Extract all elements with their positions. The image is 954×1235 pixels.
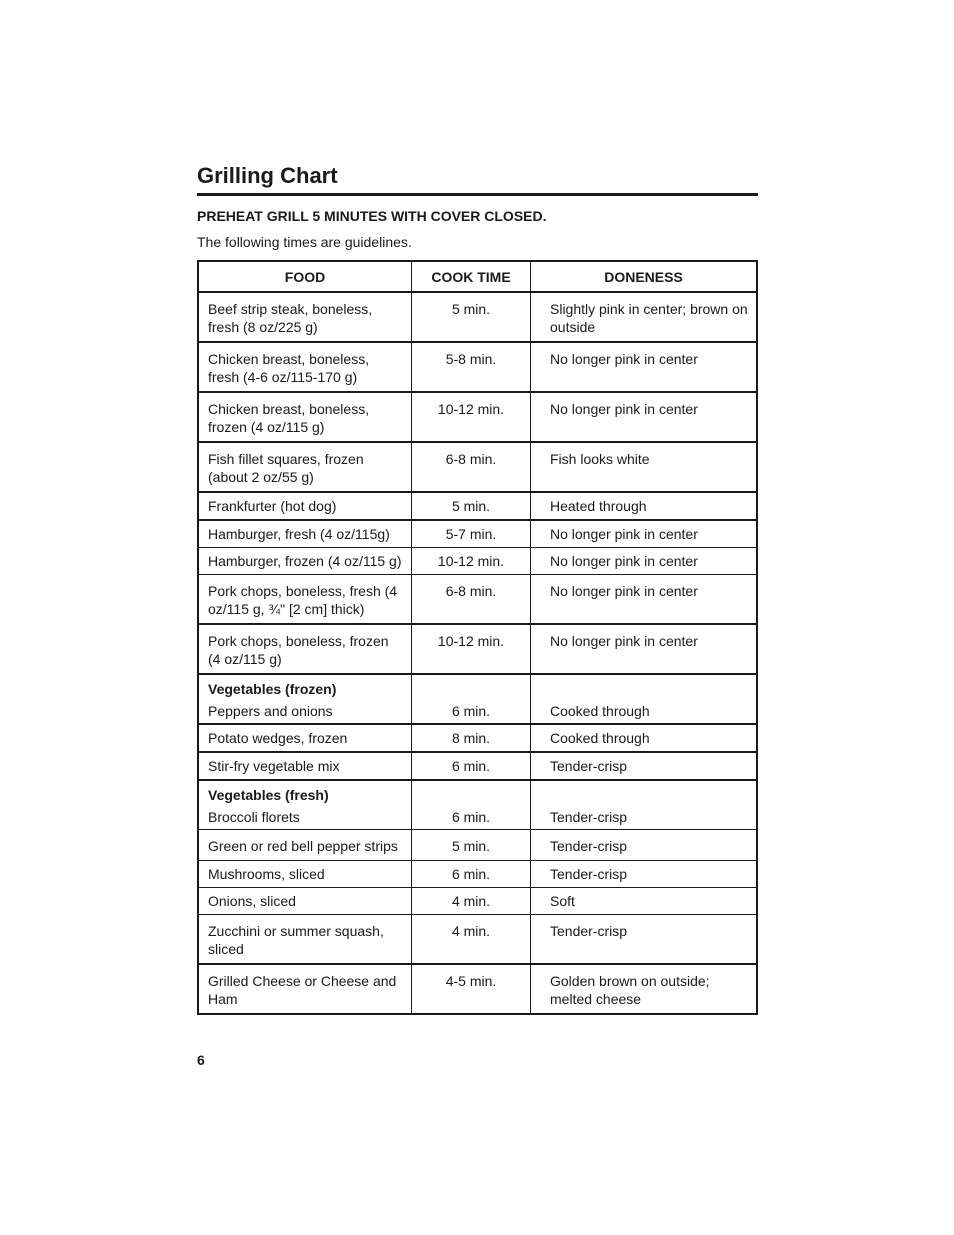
- cook-time-cell: 6 min.: [412, 674, 531, 724]
- doneness-cell: Cooked through: [531, 674, 758, 724]
- table-body: [198, 292, 757, 1014]
- doneness-cell: No longer pink in center: [531, 520, 758, 548]
- doneness-cell: No longer pink in center: [531, 392, 758, 442]
- food-label: Peppers and onions: [208, 703, 333, 719]
- doneness-cell: Tender-crisp: [531, 752, 758, 780]
- table-row: [198, 342, 757, 392]
- cook-time-cell: 4-5 min.: [412, 964, 531, 1014]
- cook-time-cell: 4 min.: [412, 888, 531, 915]
- table-row: [198, 492, 757, 520]
- food-label: Potato wedges, frozen: [208, 730, 348, 746]
- preheat-instruction: PREHEAT GRILL 5 MINUTES WITH COVER CLOSED.: [197, 208, 547, 224]
- food-label: Zucchini or summer squash, sliced: [208, 923, 384, 957]
- food-cell: [198, 442, 412, 492]
- cook-time-cell: 6 min.: [412, 752, 531, 780]
- food-cell: [198, 624, 412, 674]
- cook-time-cell: 5-7 min.: [412, 520, 531, 548]
- food-cell: [198, 520, 412, 548]
- doneness-cell: Slightly pink in center; brown on outside: [531, 292, 758, 342]
- doneness-cell: No longer pink in center: [531, 548, 758, 575]
- doneness-cell: Tender-crisp: [531, 780, 758, 830]
- food-cell: [198, 492, 412, 520]
- table-row: [198, 392, 757, 442]
- food-cell: [198, 674, 412, 724]
- cook-time-cell: 10-12 min.: [412, 392, 531, 442]
- doneness-cell: No longer pink in center: [531, 342, 758, 392]
- header-food: FOOD: [198, 261, 412, 292]
- cook-time-cell: 10-12 min.: [412, 548, 531, 575]
- table-row: [198, 624, 757, 674]
- table-row: [198, 548, 757, 575]
- food-label: Chicken breast, boneless, fresh (4-6 oz/115-170 g): [208, 351, 370, 385]
- guideline-note: The following times are guidelines.: [197, 234, 412, 250]
- table-row: [198, 964, 757, 1014]
- table-row: [198, 674, 757, 724]
- cook-time-cell: 5 min.: [412, 492, 531, 520]
- page-number: 6: [197, 1052, 205, 1068]
- food-label: Pork chops, boneless, frozen (4 oz/115 g): [208, 633, 389, 667]
- food-label: Grilled Cheese or Cheese and Ham: [208, 973, 397, 1007]
- cook-time-cell: 6 min.: [412, 861, 531, 888]
- cook-time-cell: 6-8 min.: [412, 575, 531, 625]
- food-label: Hamburger, fresh (4 oz/115g): [208, 526, 390, 542]
- doneness-cell: Cooked through: [531, 724, 758, 752]
- food-label: Chicken breast, boneless, frozen (4 oz/115 g): [208, 401, 370, 435]
- table-row: [198, 724, 757, 752]
- cook-time-cell: 8 min.: [412, 724, 531, 752]
- table-row: [198, 780, 757, 830]
- page-content: [197, 162, 758, 1007]
- table-header-row: [198, 261, 757, 292]
- cook-time-cell: 10-12 min.: [412, 624, 531, 674]
- doneness-cell: Tender-crisp: [531, 830, 758, 861]
- doneness-cell: Golden brown on outside; melted cheese: [531, 964, 758, 1014]
- food-cell: [198, 724, 412, 752]
- food-label: Frankfurter (hot dog): [208, 498, 337, 514]
- food-label: Stir-fry vegetable mix: [208, 758, 340, 774]
- doneness-cell: Heated through: [531, 492, 758, 520]
- food-cell: [198, 915, 412, 965]
- table-row: [198, 752, 757, 780]
- food-label: Hamburger, frozen (4 oz/115 g): [208, 553, 402, 569]
- cook-time-cell: 5-8 min.: [412, 342, 531, 392]
- header-doneness: DONENESS: [531, 261, 758, 292]
- header-cook-time: COOK TIME: [412, 261, 531, 292]
- food-label: Green or red bell pepper strips: [208, 838, 398, 854]
- food-label: Beef strip steak, boneless, fresh (8 oz/225 g): [208, 301, 373, 335]
- food-cell: [198, 830, 412, 861]
- doneness-cell: Tender-crisp: [531, 861, 758, 888]
- table-row: [198, 442, 757, 492]
- food-label: Broccoli florets: [208, 809, 300, 825]
- doneness-cell: Soft: [531, 888, 758, 915]
- food-cell: [198, 752, 412, 780]
- food-label: Pork chops, boneless, fresh (4 oz/115 g, ¾" [2 cm] thick): [208, 583, 398, 617]
- food-cell: [198, 548, 412, 575]
- food-label: Fish fillet squares, frozen (about 2 oz/55 g): [208, 451, 364, 485]
- table-row: [198, 520, 757, 548]
- table-row: [198, 830, 757, 861]
- cook-time-cell: 5 min.: [412, 830, 531, 861]
- food-cell: [198, 964, 412, 1014]
- cook-time-cell: 6-8 min.: [412, 442, 531, 492]
- cook-time-cell: 6 min.: [412, 780, 531, 830]
- food-cell: [198, 575, 412, 625]
- page-title: Grilling Chart: [197, 162, 758, 196]
- table-row: [198, 861, 757, 888]
- food-cell: [198, 342, 412, 392]
- table-row: [198, 915, 757, 965]
- grilling-chart-table: [197, 260, 758, 1015]
- doneness-cell: No longer pink in center: [531, 624, 758, 674]
- doneness-cell: Fish looks white: [531, 442, 758, 492]
- food-cell: [198, 780, 412, 830]
- food-cell: [198, 292, 412, 342]
- cook-time-cell: 5 min.: [412, 292, 531, 342]
- table-row: [198, 292, 757, 342]
- food-label: Onions, sliced: [208, 893, 296, 909]
- table-row: [198, 888, 757, 915]
- group-label: Vegetables (frozen): [208, 681, 337, 697]
- group-label: Vegetables (fresh): [208, 787, 329, 803]
- table-row: [198, 575, 757, 625]
- food-cell: [198, 392, 412, 442]
- food-cell: [198, 888, 412, 915]
- cook-time-cell: 4 min.: [412, 915, 531, 965]
- doneness-cell: Tender-crisp: [531, 915, 758, 965]
- doneness-cell: No longer pink in center: [531, 575, 758, 625]
- food-cell: [198, 861, 412, 888]
- food-label: Mushrooms, sliced: [208, 866, 325, 882]
